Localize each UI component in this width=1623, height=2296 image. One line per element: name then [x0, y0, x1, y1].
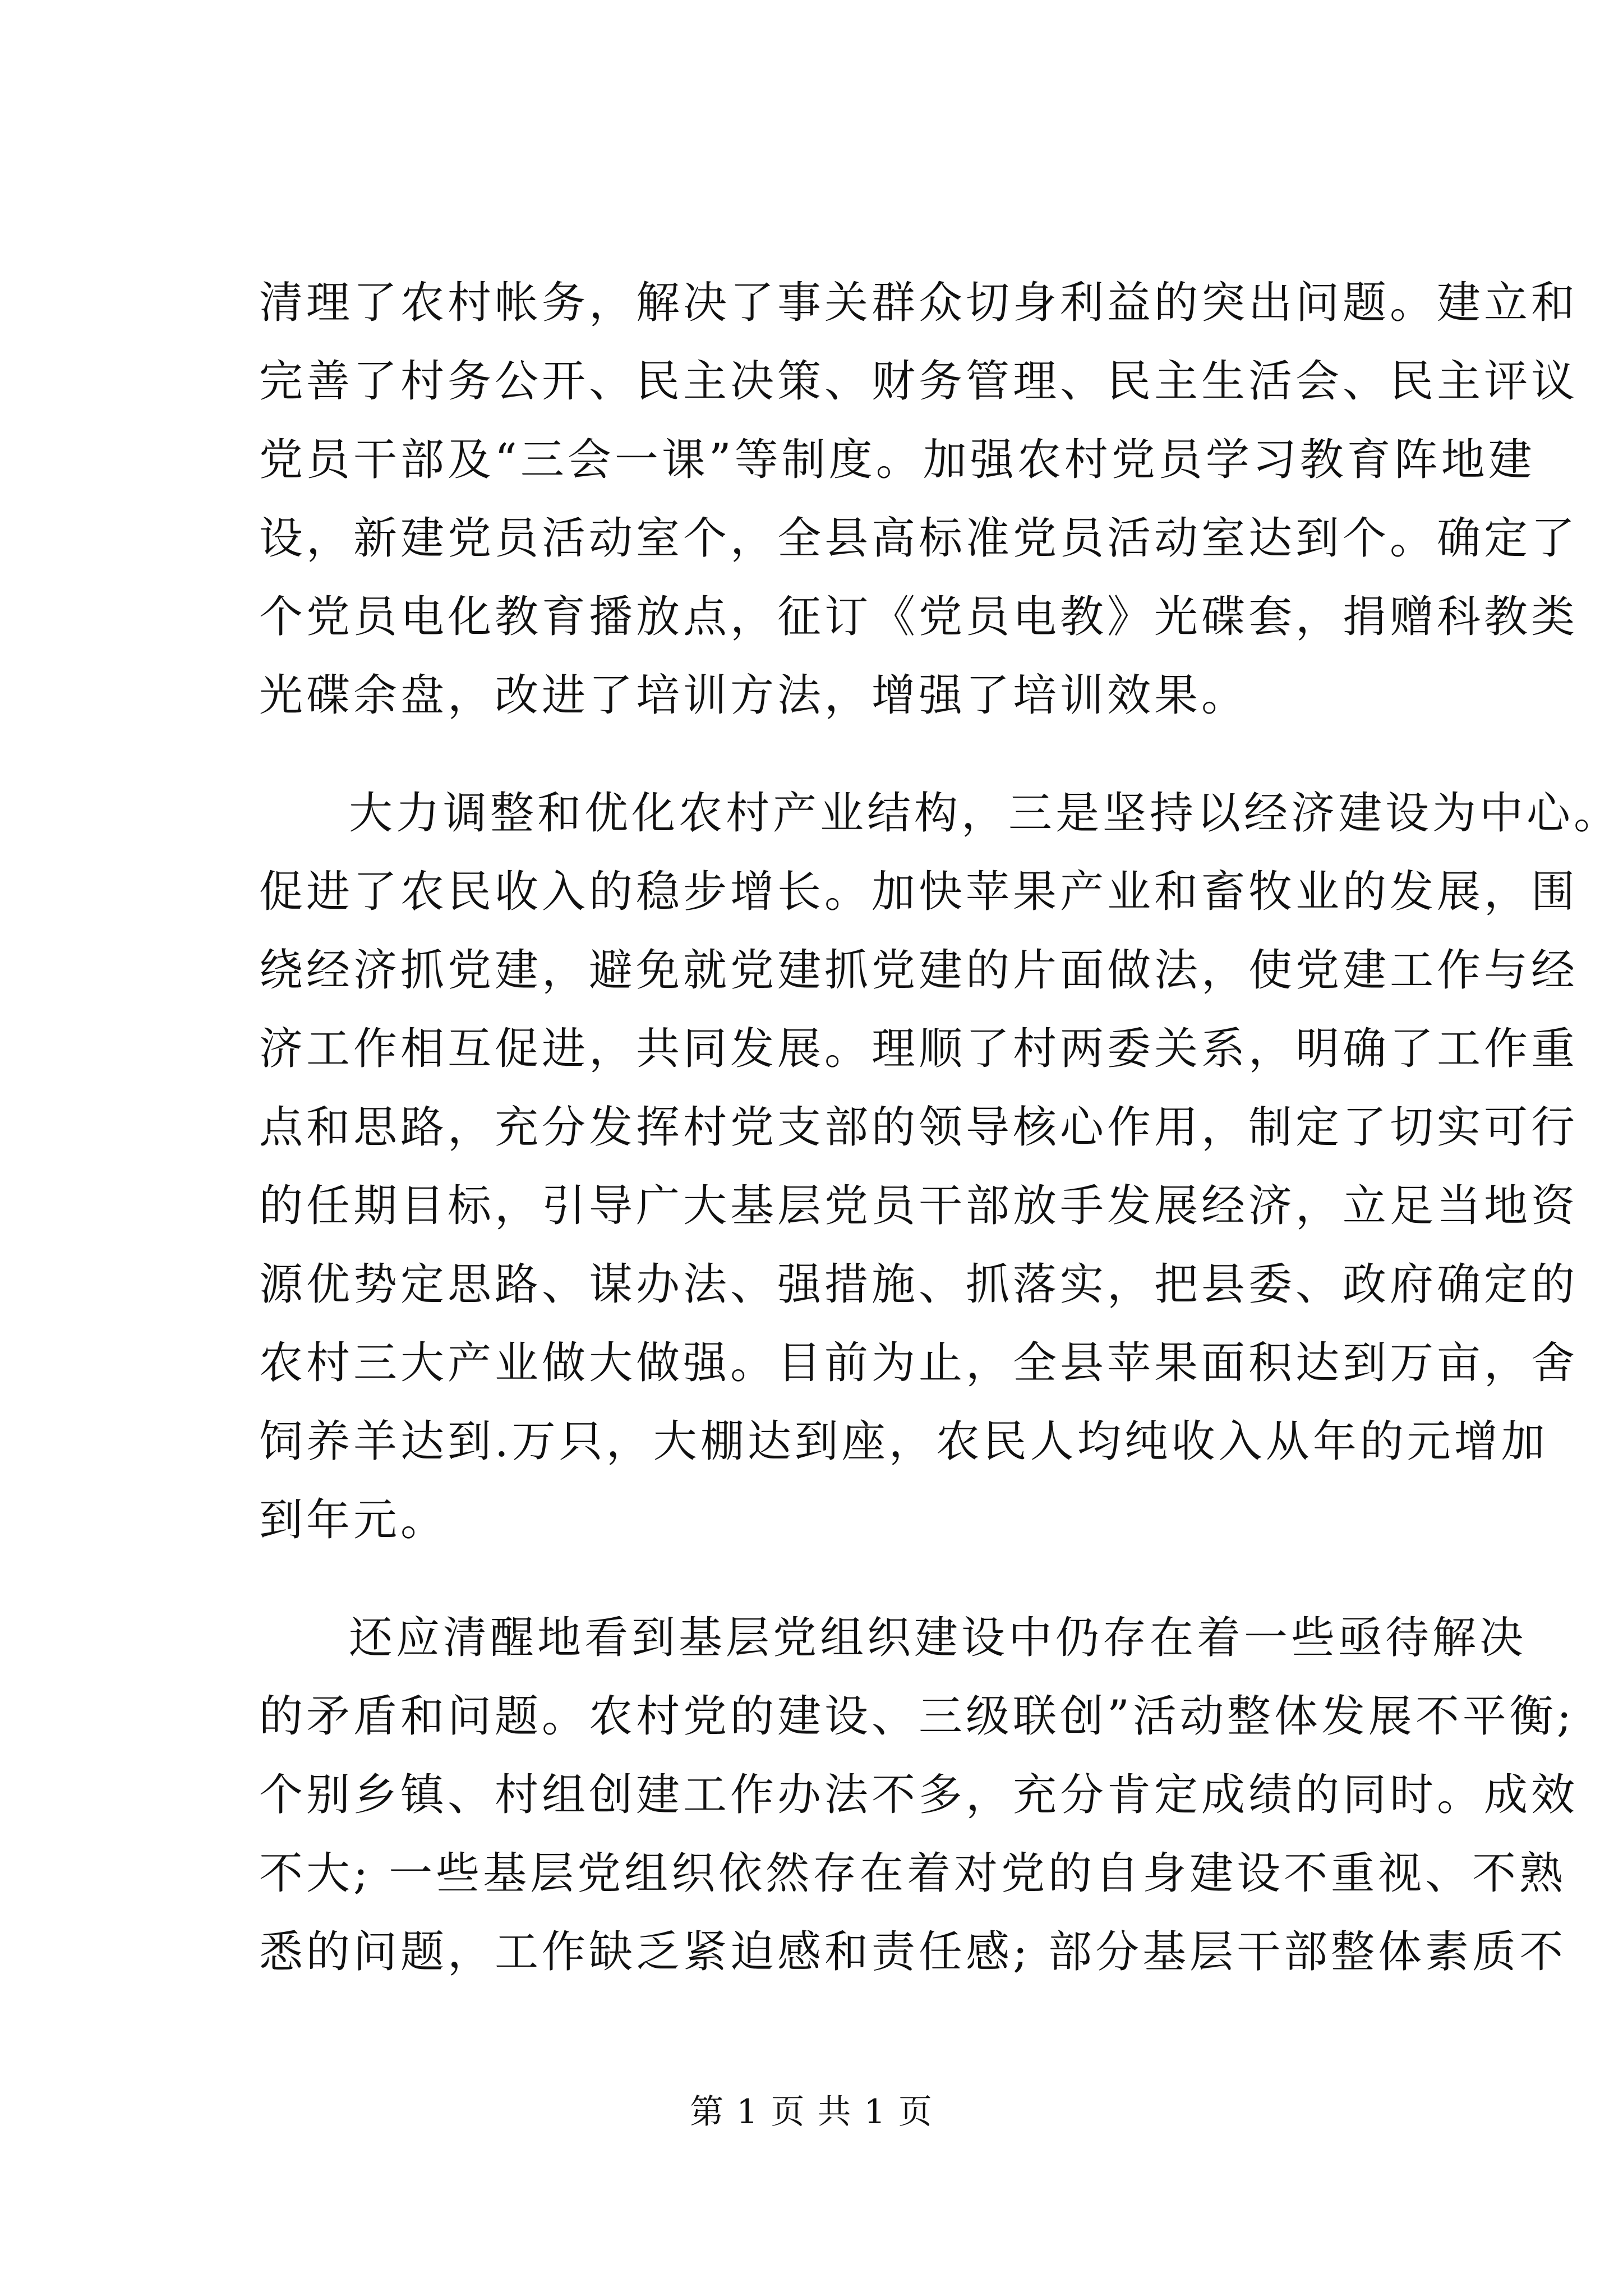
paragraph-2-line-2: 促进了农民收入的稳步增长。加快苹果产业和畜牧业的发展，围 [259, 867, 1579, 917]
paragraph-2-line-9: 饲养羊达到.万只，大棚达到座，农民人均纯收入从年的元增加 [259, 1416, 1548, 1467]
paragraph-3-line-4: 不大; 一些基层党组织依然存在着对党的自身建设不重视、不熟 [259, 1848, 1567, 1899]
paragraph-1-line-2: 完善了村务公开、民主决策、财务管理、民主生活会、民主评议 [259, 356, 1579, 407]
paragraph-gap [259, 735, 1414, 774]
paragraph-2-line-10: 到年元。 [259, 1495, 448, 1545]
paragraph-3-line-2: 的矛盾和问题。农村党的建设、三级联创”活动整体发展不平衡; [259, 1691, 1575, 1742]
paragraph-1-line-4: 设，新建党员活动室个，全县高标准党员活动室达到个。确定了 [259, 513, 1579, 564]
paragraph-3-line-1: 还应清醒地看到基层党组织建设中仍存在着一些亟待解决 [349, 1613, 1527, 1663]
paragraph-2-line-8: 农村三大产业做大做强。目前为止，全县苹果面积达到万亩，舍 [259, 1338, 1579, 1388]
paragraph-2-line-1: 大力调整和优化农村产业结构，三是坚持以经济建设为中心。 [349, 788, 1621, 839]
paragraph-2-line-6: 的任期目标，引导广大基层党员干部放手发展经济，立足当地资 [259, 1181, 1579, 1231]
paragraph-2-line-5: 点和思路，充分发挥村党支部的领导核心作用，制定了切实可行 [259, 1102, 1579, 1153]
paragraph-1-line-5: 个党员电化教育播放点，征订《党员电教》光碟套，捐赠科教类 [259, 592, 1579, 642]
paragraph-3-line-5: 悉的问题，工作缺乏紧迫感和责任感; 部分基层干部整体素质不 [259, 1927, 1567, 1977]
page-footer [0, 2090, 1623, 2134]
paragraph-1-line-3: 党员干部及“三会一课”等制度。加强农村党员学习教育阵地建 [259, 435, 1536, 485]
paragraph-3-line-3: 个别乡镇、村组创建工作办法不多，充分肯定成绩的同时。成效 [259, 1770, 1579, 1820]
paragraph-2-line-3: 绕经济抓党建，避免就党建抓党建的片面做法，使党建工作与经 [259, 945, 1579, 996]
paragraph-gap [259, 1559, 1414, 1599]
paragraph-2-line-7: 源优势定思路、谋办法、强措施、抓落实，把县委、政府确定的 [259, 1259, 1579, 1310]
document-body [259, 264, 1621, 1991]
paragraph-1-line-6: 光碟余盘，改进了培训方法，增强了培训效果。 [259, 670, 1249, 721]
paragraph-1-line-1: 清理了农村帐务，解决了事关群众切身利益的突出问题。建立和 [259, 278, 1579, 328]
paragraph-2-line-4: 济工作相互促进，共同发展。理顺了村两委关系，明确了工作重 [259, 1024, 1579, 1074]
page-number-label: 第 1 页 共 1 页 [690, 2092, 933, 2132]
